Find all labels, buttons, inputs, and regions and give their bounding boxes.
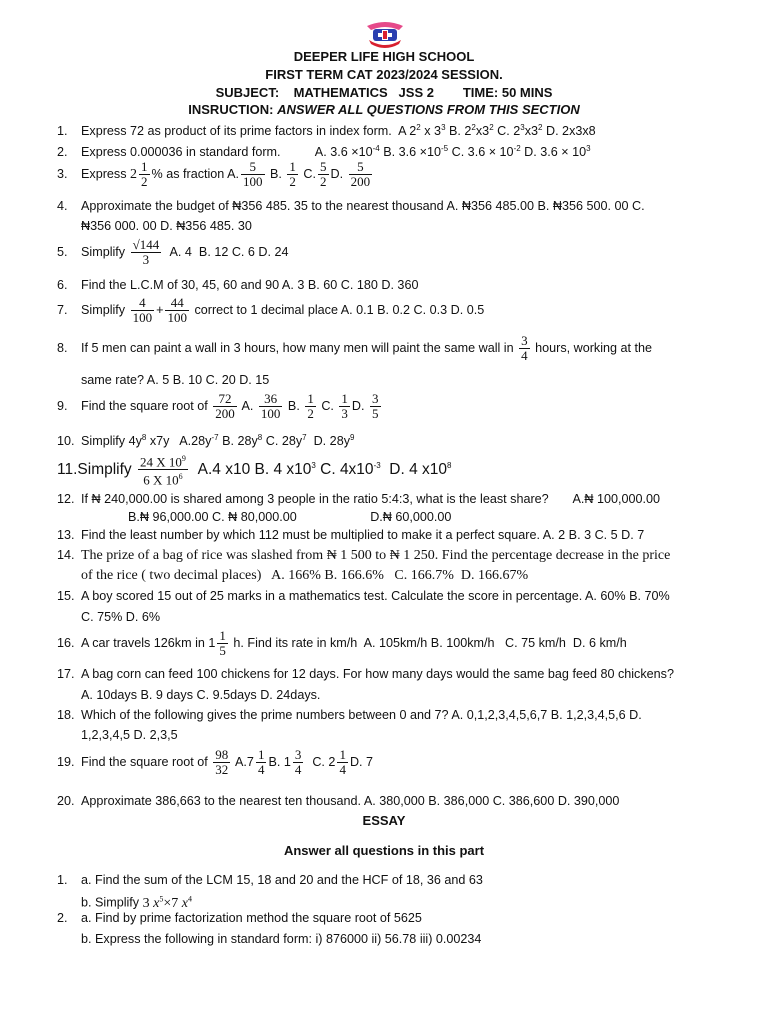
question-14: 14. The prize of a bag of rice was slashed from ₦ 1 500 to ₦ 1 250. Find the percentage decrease in the price	[57, 548, 671, 563]
question-3: 3. Express 2 $\frac{1}{2}$ % as fraction A. $\frac{5}{100}$ B. $\frac{1}{2}$ C. $\frac{5}{2}$ D. $\frac{5}{200}$	[57, 159, 371, 189]
essay-question-1a: 1. a. Find the sum of the LCM 15, 18 and 20 and the HCF of 18, 36 and 63	[57, 873, 483, 887]
question-8-line2: same rate? A. 5 B. 10 C. 20 D. 15	[81, 373, 270, 387]
essay-instruction: Answer all questions in this part	[283, 843, 485, 858]
question-1: 1. Express 72 as product of its prime factors in index form. A $2^2$ x $3^3$ B. $2^2x3^2$ C. $2^3x3^2$ D. 2x3x8	[57, 123, 596, 139]
question-17-line2: A. 10days B. 9 days C. 9.5days D. 24days.	[81, 688, 321, 702]
term-title: FIRST TERM CAT 2023/2024 SESSION.	[265, 67, 503, 82]
question-18-line2: 1,2,3,4,5 D. 2,3,5	[81, 728, 178, 742]
question-20: 20. Approximate 386,663 to the nearest ten thousand. A. 380,000 B. 386,000 C. 386,600 D. 390,000	[57, 794, 620, 808]
question-4-line2: ₦356 000. 00 D. ₦356 485. 30	[81, 219, 252, 233]
question-15: 15. A boy scored 15 out of 25 marks in a mathematics test. Calculate the score in percentage. A. 60% B. 70%	[57, 589, 670, 603]
essay-question-2a: 2. a. Find by prime factorization method the square root of 5625	[57, 911, 422, 925]
question-12-line2: B.₦ 96,000.00 C. ₦ 80,000.00 D.₦ 60,000.00	[128, 510, 452, 524]
question-2: 2. Express 0.000036 in standard form. A. $3.6 \times 10^{-4}$ B. $3.6 \times 10^{-5}$ C. $3.6 \times 10^{-2}$ D. $3.6 \times 10^3$	[57, 144, 591, 160]
question-17: 17. A bag corn can feed 100 chickens for 12 days. For how many days would the same bag feed 80 chickens?	[57, 667, 674, 681]
question-14-line2: of the rice ( two decimal places) A. 166% B. 166.6% C. 166.7% D. 166.67%	[81, 568, 529, 583]
subject-line: SUBJECT: MATHEMATICS JSS 2 TIME: 50 MINS	[215, 85, 553, 100]
school-name: DEEPER LIFE HIGH SCHOOL	[293, 49, 475, 64]
question-9: 9. Find the square root of $\frac{72}{200}$ A. $\frac{36}{100}$ B. $\frac{1}{2}$ C. $\frac{1}{3}$ D. $\frac{3}{5}$	[57, 391, 379, 421]
instruction-line: INSRUCTION: ANSWER ALL QUESTIONS FROM THIS SECTION	[188, 102, 580, 117]
question-8: 8. If 5 men can paint a wall in 3 hours, how many men will paint the same wall in $\frac{3}{4}$ hours, working at the	[57, 333, 653, 363]
essay-question-2b: b. Express the following in standard form: i) 876000 ii) 56.78 iii) 0.00234	[81, 932, 482, 946]
question-11: 11.Simplify $\frac{24 X 10^9}{6 X 10^6}$ A.4 x10 B. 4 $x10^3$ C. $4x10^{-3}$ D. 4 $x10^8$	[57, 454, 452, 488]
question-5: 5. Simplify $\frac{√144}{3}$ A. 4 B. 12 C. 6 D. 24	[57, 237, 289, 267]
question-19: 19. Find the square root of $\frac{98}{32}$ A.7 $\frac{1}{4}$ B. 1 $\frac{3}{4}$ C. 2 $\frac{1}{4}$ D. 7	[57, 747, 374, 777]
school-logo	[363, 20, 407, 50]
essay-title: ESSAY	[362, 813, 406, 828]
question-13: 13. Find the least number by which 112 must be multiplied to make it a perfect square. A. 2 B. 3 C. 5 D. 7	[57, 528, 645, 542]
question-18: 18. Which of the following gives the prime numbers between 0 and 7? A. 0,1,2,3,4,5,6,7 B. 1,2,3,4,5,6 D.	[57, 708, 642, 722]
question-4: 4. Approximate the budget of ₦356 485. 35 to the nearest thousand A. ₦356 485.00 B. ₦356 500. 00 C.	[57, 199, 645, 213]
question-6: 6. Find the L.C.M of 30, 45, 60 and 90 A. 3 B. 60 C. 180 D. 360	[57, 278, 419, 292]
question-7: 7. Simplify $\frac{4}{100}$ + $\frac{44}{100}$ correct to 1 decimal place A. 0.1 B. 0.2 C. 0.3 D. 0.5	[57, 295, 485, 325]
question-12: 12. If ₦ 240,000.00 is shared among 3 people in the ratio 5:4:3, what is the least share? A.₦ 100,000.00	[57, 492, 660, 506]
essay-question-1b: b. Simplify 3 $x^5\times 7$ $x^4$	[81, 894, 192, 911]
question-16: 16. A car travels 126km in 1 $\frac{1}{5}$ h. Find its rate in km/h A. 105km/h B. 100km/h C. 75 km/h D. 6 km/h	[57, 628, 627, 658]
question-10: 10. Simplify $4y^8$ x7y $A.28y^{-7}$ B. $28y^8$ C. $28y^7$ D. $28y^9$	[57, 433, 355, 449]
question-15-line2: C. 75% D. 6%	[81, 610, 161, 624]
